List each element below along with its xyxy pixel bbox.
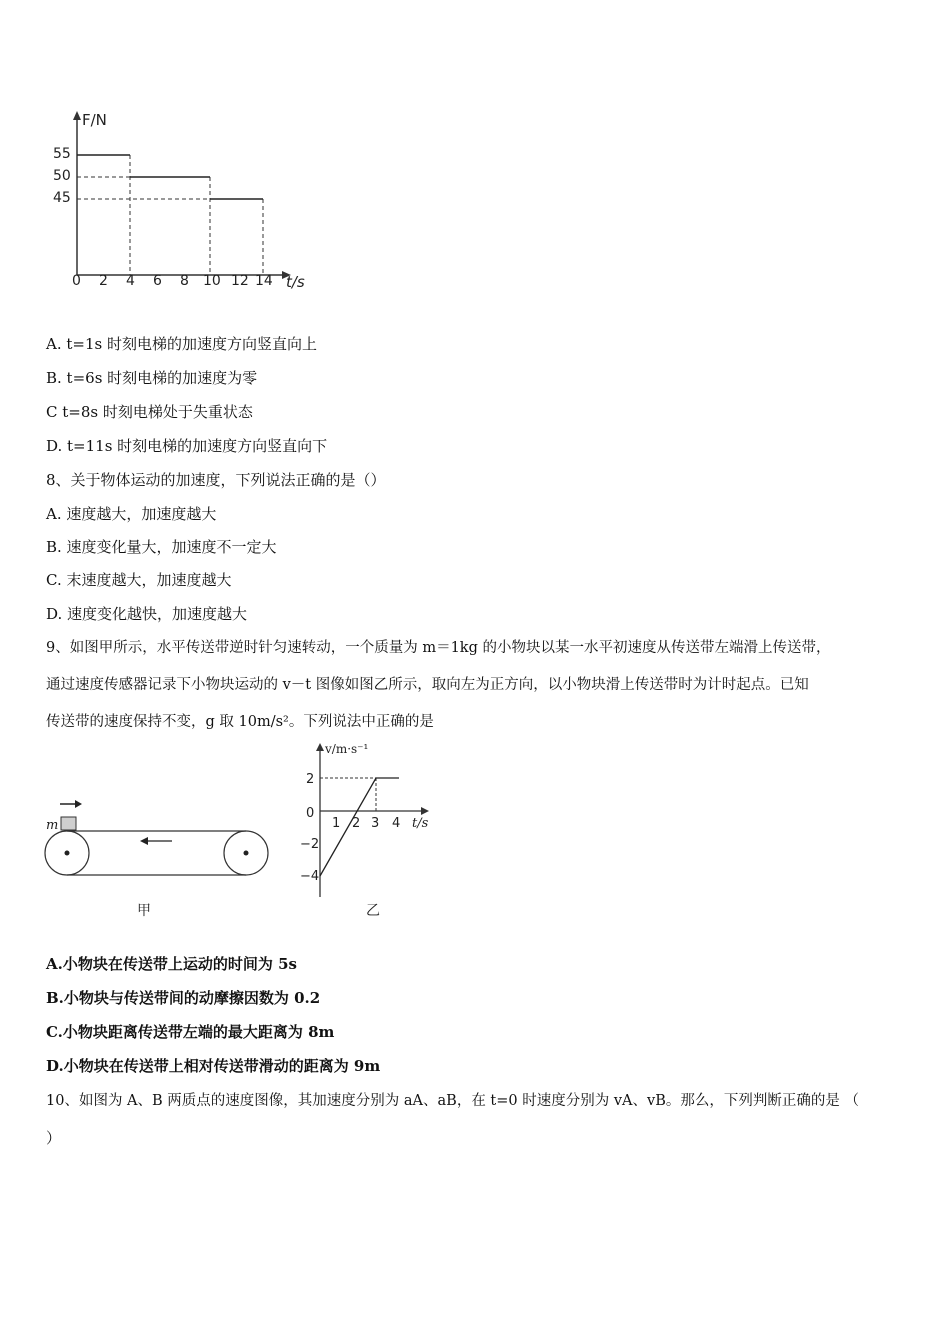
figure-a-caption: 甲 — [137, 903, 151, 919]
q8-option-b: B. 速度变化量大，加速度不一定大 — [46, 538, 277, 556]
q9-option-b: B.小物块与传送带间的动摩擦因数为 0.2 — [46, 989, 321, 1007]
x-tick-6: 6 — [153, 273, 162, 289]
y-tick-45: 45 — [53, 190, 71, 206]
q10-stem-line-1: 10、如图为 A、B 两质点的速度图像，其加速度分别为 aA、aB，在 t=0 时速度分别为 vA、vB。那么，下列判断正确的是 （ — [46, 1093, 859, 1109]
q7-option-a: A. t=1s 时刻电梯的加速度方向竖直向上 — [46, 335, 317, 353]
t-axis-label: t/s — [412, 816, 429, 831]
q8-option-c: C. 末速度越大，加速度越大 — [46, 571, 232, 589]
q7-option-b: B. t=6s 时刻电梯的加速度为零 — [46, 369, 258, 387]
force-time-graph — [40, 105, 330, 305]
y-axis-arrow-icon — [73, 111, 81, 120]
velocity-time-graph — [295, 737, 445, 927]
q10-stem-line-2: ） — [46, 1129, 62, 1147]
x-tick-12: 12 — [231, 273, 249, 289]
q9-stem-line-3: 传送带的速度保持不变，g 取 10m/s²。下列说法中正确的是 — [46, 714, 434, 730]
figure-b-caption: 乙 — [366, 903, 380, 919]
v-tick-minus-2: −2 — [300, 837, 320, 852]
x-tick-4: 4 — [126, 273, 135, 289]
x-axis-label: t/s — [286, 273, 305, 291]
v-tick-minus-4: −4 — [300, 869, 320, 884]
v-axis-arrow-icon — [316, 743, 324, 751]
t-tick-3: 3 — [371, 816, 380, 831]
q9-option-c: C.小物块距离传送带左端的最大距离为 8m — [46, 1023, 335, 1041]
t-tick-4: 4 — [392, 816, 401, 831]
q7-option-d: D. t=11s 时刻电梯的加速度方向竖直向下 — [46, 437, 328, 455]
v-tick-2: 2 — [306, 772, 315, 787]
conveyor-belt-figure — [40, 795, 280, 925]
q7-option-c: C t=8s 时刻电梯处于失重状态 — [46, 403, 253, 421]
t-axis-arrow-icon — [421, 807, 429, 815]
q8-stem: 8、关于物体运动的加速度，下列说法正确的是（） — [46, 471, 386, 489]
x-tick-2: 2 — [99, 273, 108, 289]
y-tick-50: 50 — [53, 168, 71, 184]
x-tick-0: 0 — [72, 273, 81, 289]
velocity-arrow-head-icon — [75, 800, 82, 808]
v-axis-label: v/m·s⁻¹ — [325, 742, 369, 756]
q9-stem-line-1: 9、如图甲所示，水平传送带逆时针匀速转动，一个质量为 m＝1kg 的小物块以某一水平初速度从传送带左端滑上传送带， — [46, 640, 831, 656]
q9-option-d: D.小物块在传送带上相对传送带滑动的距离为 9m — [46, 1057, 381, 1075]
t-tick-1: 1 — [332, 816, 341, 831]
y-axis-label: F/N — [82, 111, 107, 129]
q9-option-a: A.小物块在传送带上运动的时间为 5s — [46, 955, 297, 973]
q9-stem-line-2: 通过速度传感器记录下小物块运动的 v－t 图像如图乙所示，取向左为正方向，以小物块滑上传送带时为计时起点。已知 — [46, 677, 809, 693]
belt-direction-arrow-icon — [140, 837, 148, 845]
x-tick-14: 14 — [255, 273, 273, 289]
right-pulley-axle — [244, 851, 249, 856]
left-pulley-axle — [65, 851, 70, 856]
y-tick-55: 55 — [53, 146, 71, 162]
mass-label: m — [46, 818, 59, 833]
x-tick-8: 8 — [180, 273, 189, 289]
q8-option-a: A. 速度越大，加速度越大 — [46, 505, 217, 523]
t-tick-2: 2 — [352, 816, 361, 831]
q8-option-d: D. 速度变化越快，加速度越大 — [46, 605, 248, 623]
mass-block — [61, 817, 76, 830]
v-tick-0: 0 — [306, 806, 315, 821]
x-tick-10: 10 — [203, 273, 221, 289]
